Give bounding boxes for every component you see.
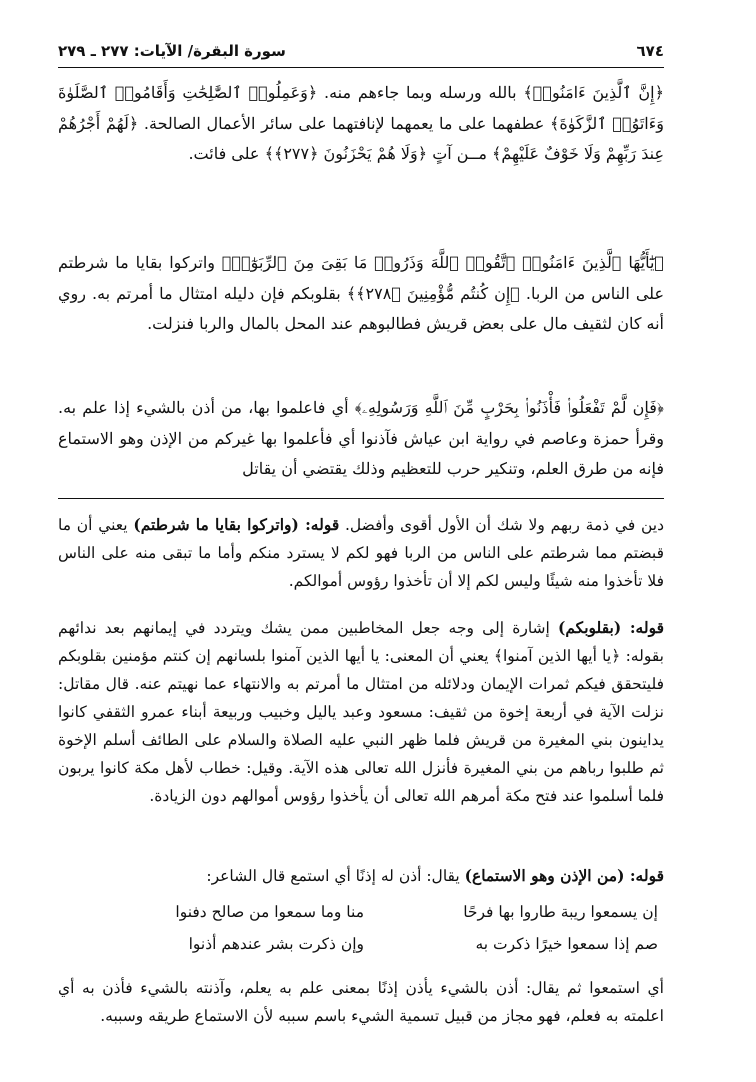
quoted-phrase: قوله: (واتركوا بقايا ما شرطتم) [133, 515, 340, 534]
page-number: ٦٧٤ [636, 42, 664, 60]
commentary-paragraph [58, 862, 664, 890]
surah-label: سورة البقرة/ الآيات: ٢٧٧ ـ ٢٧٩ [58, 42, 286, 60]
header-rule [58, 67, 664, 68]
verse-first-hemistich: إن يسمعوا ريبة طاروا بها فرحًا [463, 903, 658, 921]
tafsir-paragraph: ﴿إِنَّ ٱلَّذِينَ ءَامَنُوا۟﴾ بالله ورسله وبما جاءهم منه. ﴿وَعَمِلُوا۟ ٱلصَّٰلِحَٰتِ وَأَقَامُوا۟ ٱلصَّلَوٰةَ وَءَاتَوُا۟ ٱلزَّكَوٰةَ﴾ عطفهما على ما يعمهما لإنافتهما على سائر الأعمال الصالحة. ﴿لَهُمْ أَجْرُهُمْ عِندَ رَبِّهِمْ وَلَا خَوْفٌ عَلَيْهِمْ﴾ مــن آتٍ ﴿وَلَا هُمْ يَحْزَنُونَ ﴿٢٧٧﴾﴾ على فائت. [58, 83, 664, 163]
tafsir-paragraph: ﴿فَإِن لَّمْ تَفْعَلُوا۟ فَأْذَنُوا۟ بِحَرْبٍ مِّنَ ٱللَّهِ وَرَسُولِهِۦ﴾ أي فاعلموا بها، من أذن بالشيء إذا علم به. وقرأ حمزة وعاصم في رواية ابن عياش فآذنوا أي فأعلموا بها غيركم من الإذن وهو الاستماع فإنه من طرق العلم، وتنكير حرب للتعظيم وذلك يقتضي أن يقاتل [58, 398, 664, 478]
poem-verse [58, 935, 664, 965]
verse-second-hemistich: وإن ذكرت بشر عندهم أذنوا [188, 935, 364, 953]
verse-second-hemistich: منا وما سمعوا من صالح دفنوا [175, 903, 364, 921]
footnote-separator [58, 498, 664, 499]
commentary-text: يقال: أذن له إذنًا أي استمع قال الشاعر: [206, 867, 465, 885]
tafsir-paragraph: ﴿يَٰٓأَيُّهَا ٱلَّذِينَ ءَامَنُوا۟ ٱتَّقُوا۟ ٱللَّهَ وَذَرُوا۟ مَا بَقِىَ مِنَ ٱلرِّبَوٰٓا۟﴾ واتركوا بقايا ما شرطتم على الناس من الربا. ﴿إِن كُنتُم مُّؤْمِنِينَ ﴿٢٧٨﴾﴾ بقلوبكم فإن دليله امتثال ما أمرتم به. روي أنه كان لثقيف مال على بعض قريش فطالبوهم عند المحل بالمال والربا فنزلت. [58, 253, 664, 333]
page-header [58, 38, 664, 64]
quoted-phrase: قوله: (بقلوبكم) [558, 618, 664, 637]
commentary-text: إشارة إلى وجه جعل المخاطبين ممن يشك ويتردد في إيمانهم بعد ندائهم بقوله: ﴿يا أيها الذين آمنوا﴾ يعني أن المعنى: يا أيها الذين آمنوا بلسانهم إن كنتم مؤمنين بقلوبكم فليتحقق فيكم ثمرات الإيمان ودلائله من امتثال ما أمرتم به والانتهاء عما نهيتم عنه. قال مقاتل: نزلت الآية في أربعة إخوة من ثقيف: مسعود وعبد ياليل وخبيب وربيعة أبناء عمرو الثقفي كانوا يداينون بني المغيرة من قريش فلما ظهر النبي عليه الصلاة والسلام على الطائف أسلم الإخوة ثم طلبوا رباهم من بني المغيرة فأنزل الله تعالى هذه الآية. وقيل: خطاب لأهل مكة كانوا يربون فلما أسلموا عند فتح مكة أمرهم الله تعالى أن يأخذوا رؤوس أموالهم دون الزيادة. [58, 619, 664, 805]
commentary-text: يعني أن ما قبضتم مما شرطتم على الناس من الربا فهو لكم لا يسترد منكم وأما ما تبقى منه على الناس فلا تأخذوا منه شيئًا وليس لكم إلا أن تأخذوا رؤوس أموالكم. [58, 516, 664, 590]
commentary-paragraph [58, 614, 664, 810]
commentary-paragraph: أي استمعوا ثم يقال: أذن بالشيء يأذن إذنًا بمعنى علم به يعلم، وآذنته بالشيء فأذن به أي اعلمته به فعلم، فهو مجاز من قبيل تسمية الشيء باسم سببه لأن الاستماع طريقه وسببه. [58, 979, 664, 1025]
quoted-phrase: قوله: (من الإذن وهو الاستماع) [464, 866, 664, 885]
commentary-text: دين في ذمة ربهم ولا شك أن الأول أقوى وأفضل. [339, 516, 664, 534]
commentary-paragraph [58, 511, 664, 595]
poem-verse [58, 903, 664, 933]
verse-first-hemistich: صم إذا سمعوا خيرًا ذكرت به [475, 935, 658, 953]
book-page [58, 30, 664, 1070]
